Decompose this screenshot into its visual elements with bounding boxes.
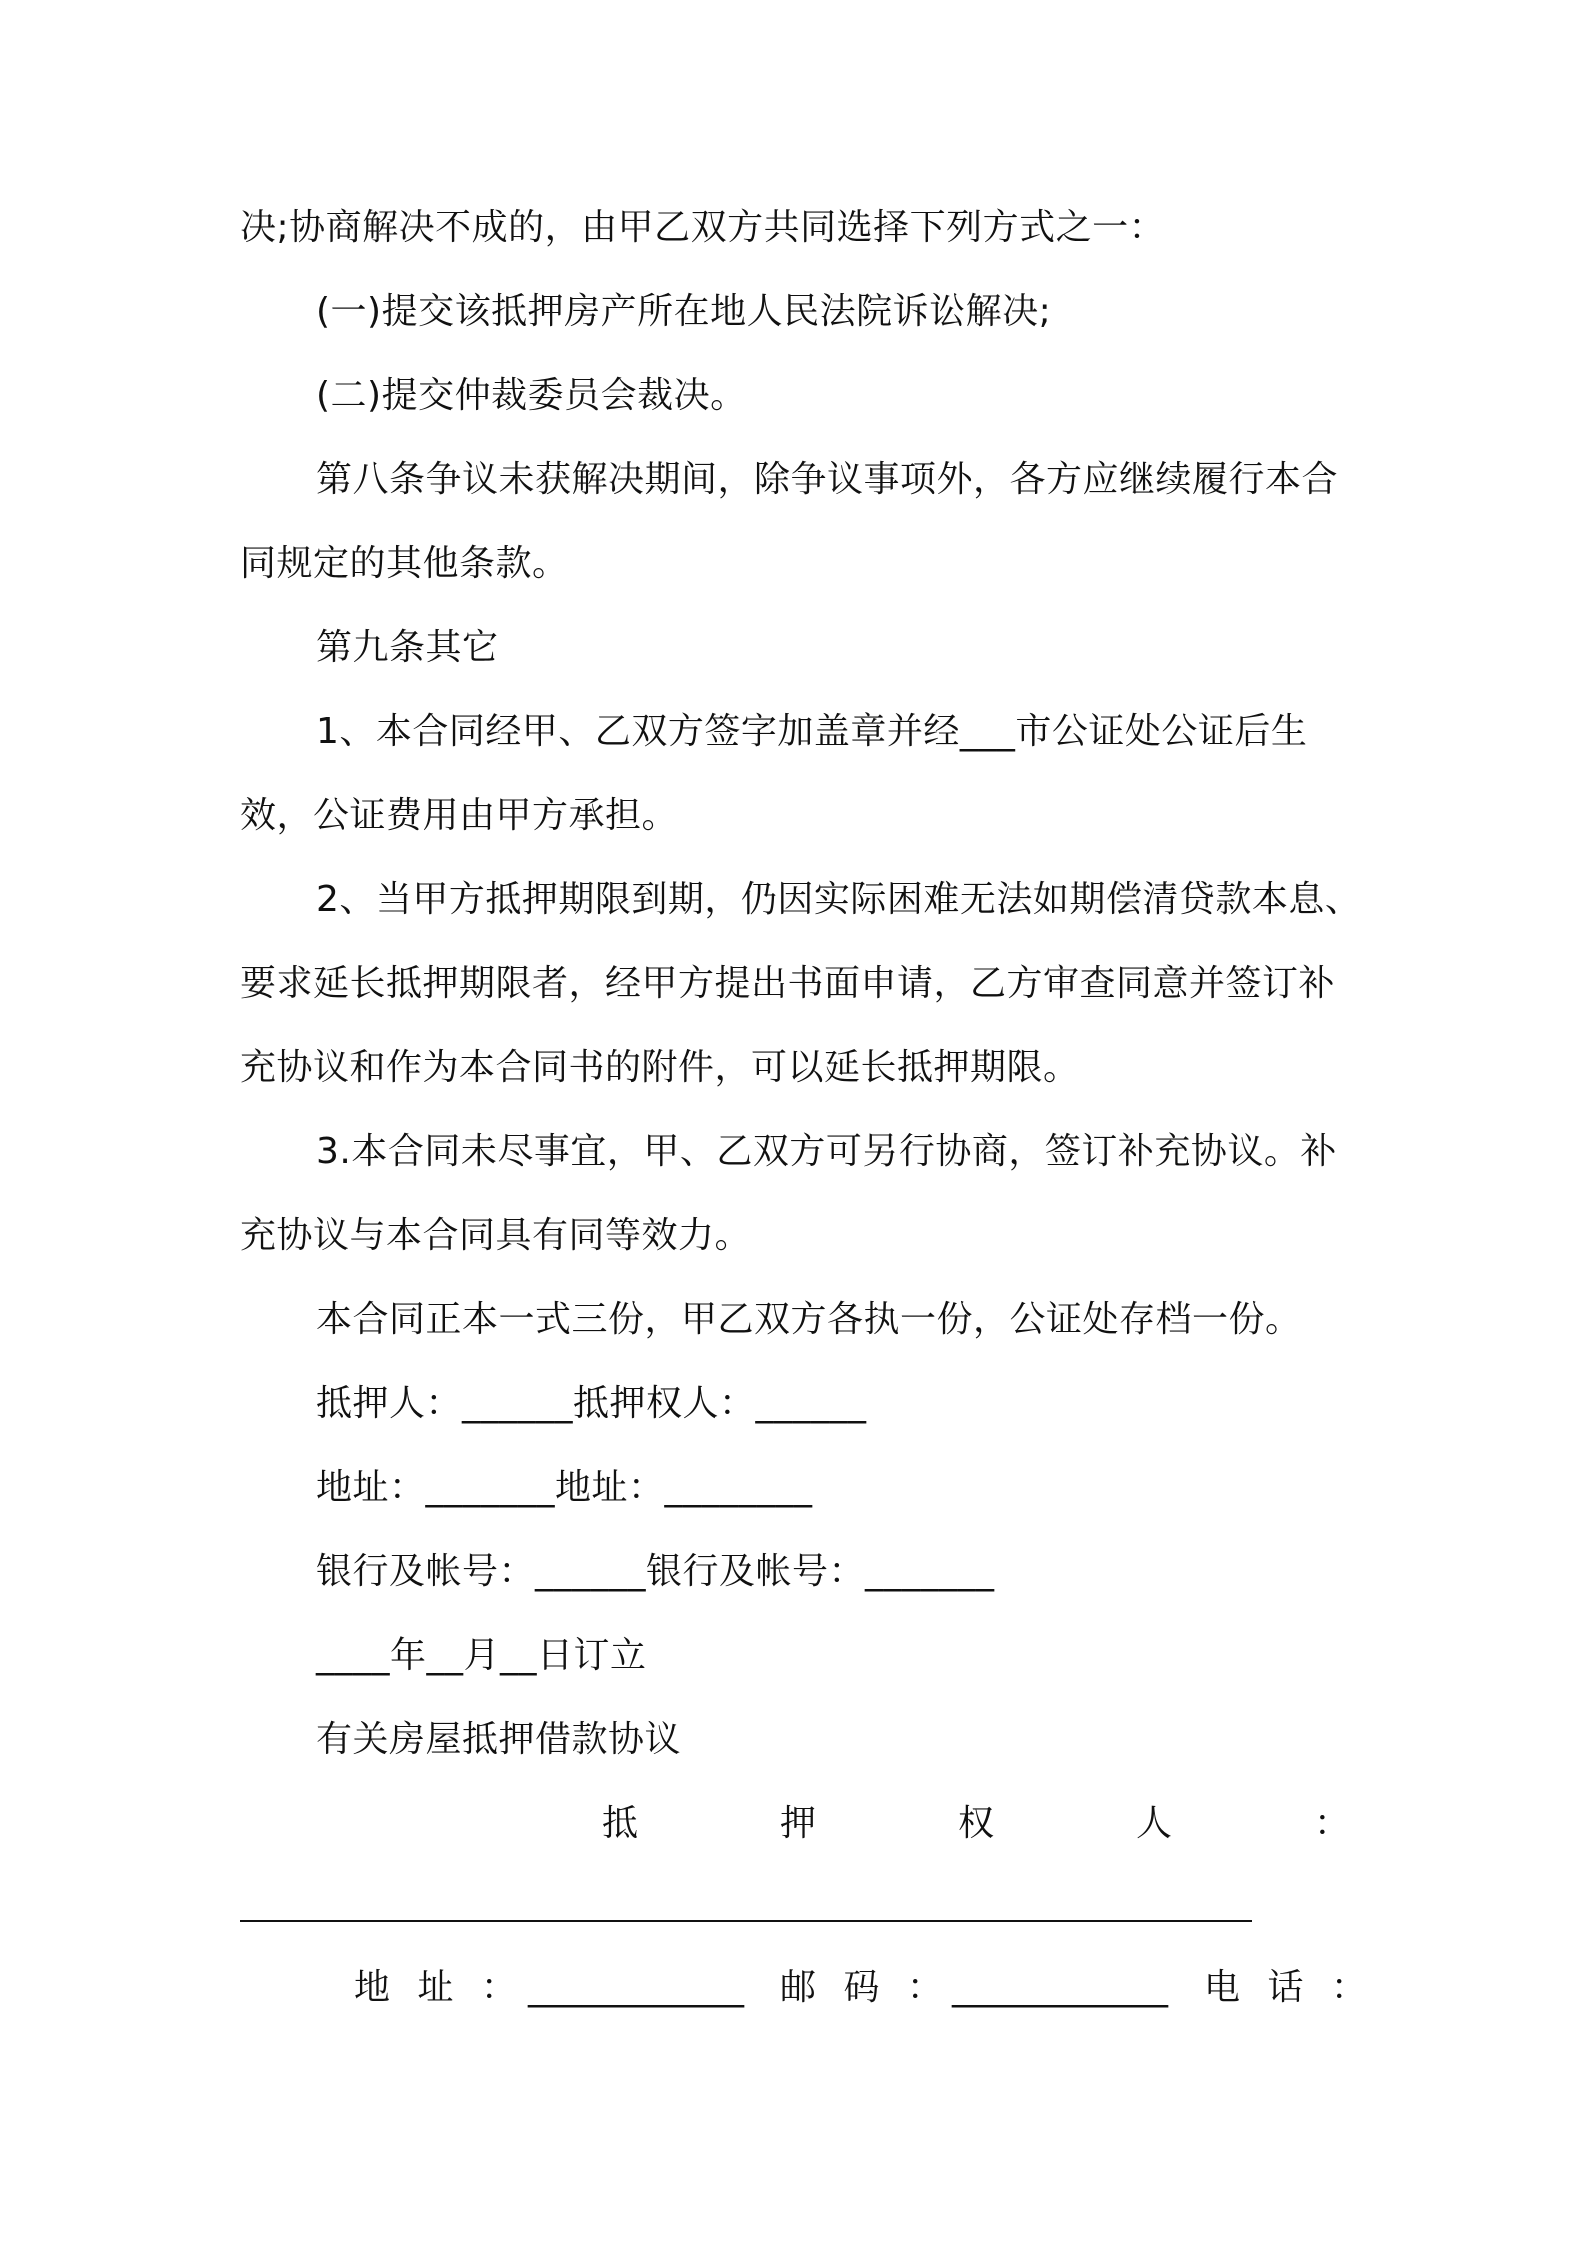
text-line: 3.本合同未尽事宜，甲、乙双方可另行协商，签订补充协议。补 <box>316 1131 1337 1172</box>
spread-char: 人 <box>1136 1803 1173 1844</box>
bank-account-field-row: 银行及帐号：______银行及帐号：_______ <box>316 1551 995 1592</box>
text-line: (二)提交仲裁委员会裁决。 <box>316 375 747 416</box>
text-line: 充协议与本合同具有同等效力。 <box>240 1215 752 1256</box>
address-label: 地 址 ： <box>354 1967 525 2008</box>
phone-label: 电 话 ： <box>1204 1967 1375 2008</box>
text-line: 效，公证费用由甲方承担。 <box>240 795 679 836</box>
zip-label: 邮 码 ： <box>780 1967 951 2008</box>
text-line: 第八条争议未获解决期间，除争议事项外，各方应继续履行本合 <box>316 459 1339 500</box>
zip-blank: ____________ <box>952 1967 1168 2008</box>
text-line: 本合同正本一式三份，甲乙双方各执一份，公证处存档一份。 <box>316 1299 1302 1340</box>
spread-char: 抵 <box>602 1803 639 1844</box>
text-line: (一)提交该抵押房产所在地人民法院诉讼解决; <box>316 291 1052 332</box>
agreement-title: 有关房屋抵押借款协议 <box>316 1719 682 1760</box>
fill-in-underline <box>240 1920 1252 1922</box>
text-line: 要求延长抵押期限者，经甲方提出书面申请，乙方审查同意并签订补 <box>240 963 1336 1004</box>
date-field-row: ____年__月__日订立 <box>316 1635 647 1676</box>
address-blank: ____________ <box>528 1967 744 2008</box>
address-field-row: 地址：_______地址：________ <box>316 1467 813 1508</box>
text-line: 充协议和作为本合同书的附件，可以延长抵押期限。 <box>240 1047 1080 1088</box>
spread-char: 权 <box>958 1803 995 1844</box>
spread-char: 押 <box>780 1803 817 1844</box>
text-line: 1、本合同经甲、乙双方签字加盖章并经___市公证处公证后生 <box>316 711 1308 752</box>
text-line: 决;协商解决不成的，由甲乙双方共同选择下列方式之一： <box>240 207 1166 248</box>
text-line: 同规定的其他条款。 <box>240 543 569 584</box>
section-heading: 第九条其它 <box>316 627 499 668</box>
signature-field-row: 抵押人：______抵押权人：______ <box>316 1383 867 1424</box>
spread-char: ： <box>1314 1803 1351 1844</box>
text-line: 2、当甲方抵押期限到期，仍因实际困难无法如期偿清贷款本息、 <box>316 879 1362 920</box>
